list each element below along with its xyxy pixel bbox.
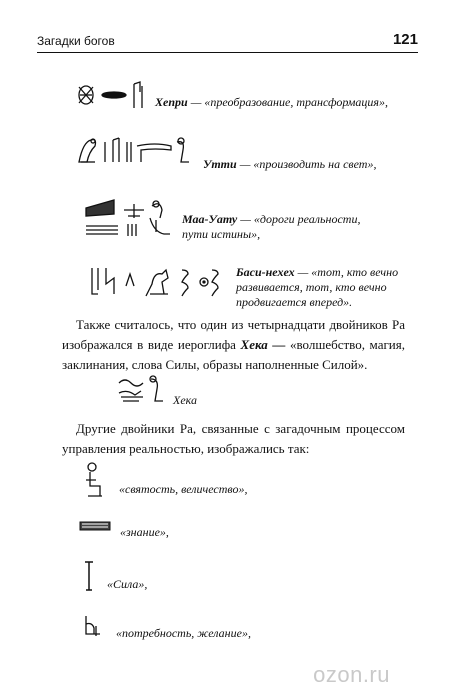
running-header [37, 30, 418, 53]
paragraph-text: «волшебство, магия, заклинания, слова Силы, образы наполненные Силой». [62, 337, 405, 372]
papyrus-roll-hieroglyph-icon [78, 520, 114, 532]
maa-uatu-hieroglyph-icon [84, 196, 176, 238]
entry-utti [203, 157, 376, 172]
entry-khepri [155, 95, 388, 110]
page-number: 121 [392, 31, 418, 48]
entry-definition-cont: развивается, тот, кто вечно [236, 280, 387, 294]
seated-figure-hieroglyph-icon [82, 462, 106, 498]
heka-hieroglyph-icon [117, 373, 165, 407]
khepri-hieroglyph-icon [76, 78, 156, 112]
basi-nehekh-hieroglyph-icon [88, 264, 228, 302]
entry-maa-uatu [182, 212, 360, 242]
entry-definition: — «преобразование, трансформация», [187, 95, 388, 109]
symbol-label: «святость, величество», [119, 482, 248, 496]
paragraph-text: Также считалось, что один из четырнадцати двойников Ра изображался в виде иероглифа [62, 317, 405, 352]
book-title: Загадки богов [37, 34, 115, 48]
symbol-label: «Сила», [107, 577, 148, 591]
entry-definition: — «производить на свет», [236, 157, 377, 171]
entry-definition: — «тот, кто вечно [294, 265, 399, 279]
entry-definition: — «дороги реальности, [237, 212, 361, 226]
heka-caption: Хека [173, 393, 197, 407]
utti-hieroglyph-icon [75, 132, 195, 168]
want-hieroglyph-icon [82, 614, 104, 638]
paragraph-text: Другие двойники Ра, связанные с загадочным процессом управления реальностью, изображались так: [62, 421, 405, 456]
entry-basi-nehekh [236, 265, 416, 310]
body-paragraph [62, 419, 405, 459]
watermark: ozon.ru [313, 662, 390, 687]
symbol-label: «знание», [120, 525, 169, 539]
symbol-label: «потребность, желание», [116, 626, 251, 640]
entry-term: Баси-нехех [236, 265, 295, 279]
entry-definition-cont: продвигается вперед». [236, 295, 353, 309]
entry-term: Маа-Уату [182, 212, 238, 226]
body-paragraph [62, 315, 405, 375]
entry-term: Хепри [155, 95, 188, 109]
entry-definition-cont: пути истины», [182, 227, 261, 241]
staff-hieroglyph-icon [80, 560, 98, 592]
heka-term: Хека — [240, 337, 286, 352]
entry-term: Утти [203, 157, 237, 171]
